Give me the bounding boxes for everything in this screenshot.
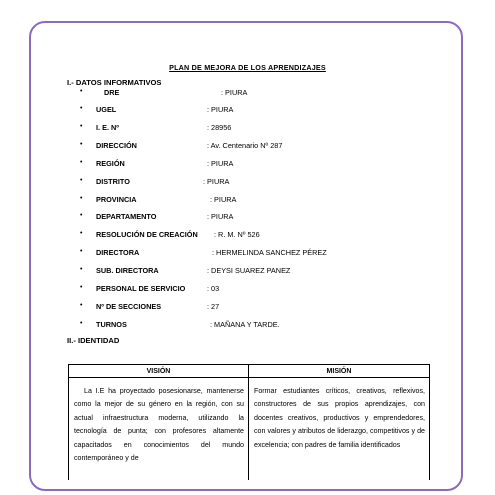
field-label: DISTRITO	[96, 177, 130, 186]
field-label: RESOLUCIÓN DE CREACIÓN	[96, 230, 198, 239]
field-value: : Av. Centenario Nº 287	[207, 141, 283, 150]
field-label: UGEL	[96, 105, 117, 114]
bullet-icon: •	[80, 248, 83, 255]
bullet-icon: •	[80, 266, 83, 273]
field-label: PROVINCIA	[96, 195, 137, 204]
field-value: : PIURA	[221, 88, 248, 97]
field-value: : 28956	[207, 123, 232, 132]
vision-header: VISIÓN	[69, 365, 249, 378]
field-label: REGIÓN	[96, 159, 125, 168]
bullet-icon: •	[80, 230, 83, 237]
bullet-icon: •	[80, 177, 83, 184]
identity-table	[68, 364, 430, 480]
bullet-icon: •	[80, 302, 83, 309]
field-value: : PIURA	[210, 195, 237, 204]
field-value: : PIURA	[207, 105, 234, 114]
bullet-icon: •	[80, 141, 83, 148]
field-value: : R. M. Nº 526	[214, 230, 260, 239]
field-label: DIRECCIÓN	[96, 141, 137, 150]
vision-cell	[69, 378, 249, 481]
bullet-icon: •	[80, 195, 83, 202]
field-label: TURNOS	[96, 320, 127, 329]
bullet-icon: •	[80, 159, 83, 166]
field-value: : PIURA	[207, 212, 234, 221]
field-label: DRE	[104, 88, 120, 97]
mision-cell	[249, 378, 430, 481]
field-value: : MAÑANA Y TARDE.	[210, 320, 280, 329]
field-value: : DEYSI SUAREZ PANEZ	[207, 266, 291, 275]
mision-header: MISIÓN	[249, 365, 430, 378]
bullet-icon: •	[80, 212, 83, 219]
field-label: PERSONAL DE SERVICIO	[96, 284, 186, 293]
field-value: : 27	[207, 302, 220, 311]
bullet-icon: •	[80, 320, 83, 327]
field-label: DEPARTAMENTO	[96, 212, 157, 221]
section-heading-identidad: II.- IDENTIDAD	[67, 336, 120, 345]
bullet-icon: •	[80, 284, 83, 291]
field-value: : PIURA	[207, 159, 234, 168]
field-label: Nº DE SECCIONES	[96, 302, 162, 311]
bullet-icon: •	[80, 105, 83, 112]
field-label: SUB. DIRECTORA	[96, 266, 159, 275]
document-title: PLAN DE MEJORA DE LOS APRENDIZAJES	[169, 63, 326, 72]
mision-text: Formar estudiantes críticos, creativos, reflexivos, constructores de sus propios aprendizajes, con docentes creativos, productivos y emprendedores, con valores y atributos de liderazgo, competitivos y de excelencia; con padres de familia identificados	[254, 387, 425, 449]
vision-text: La I.E ha proyectado posesionarse, mantenerse como la mejor de su género en la región, con su actual infraestructura moderna, utilizando la tecnología de punta; con profesores altamente capacitados en conocimientos del mundo contemporáneo y de	[74, 387, 244, 463]
section-heading-datos: I.- DATOS INFORMATIVOS	[67, 78, 162, 87]
field-label: I. E. Nº	[96, 123, 119, 132]
field-value: : HERMELINDA SANCHEZ PÉREZ	[212, 248, 327, 257]
field-label: DIRECTORA	[96, 248, 140, 257]
bullet-icon: •	[80, 123, 83, 130]
field-value: : 03	[207, 284, 220, 293]
bullet-icon: •	[80, 88, 83, 95]
field-value: : PIURA	[203, 177, 230, 186]
